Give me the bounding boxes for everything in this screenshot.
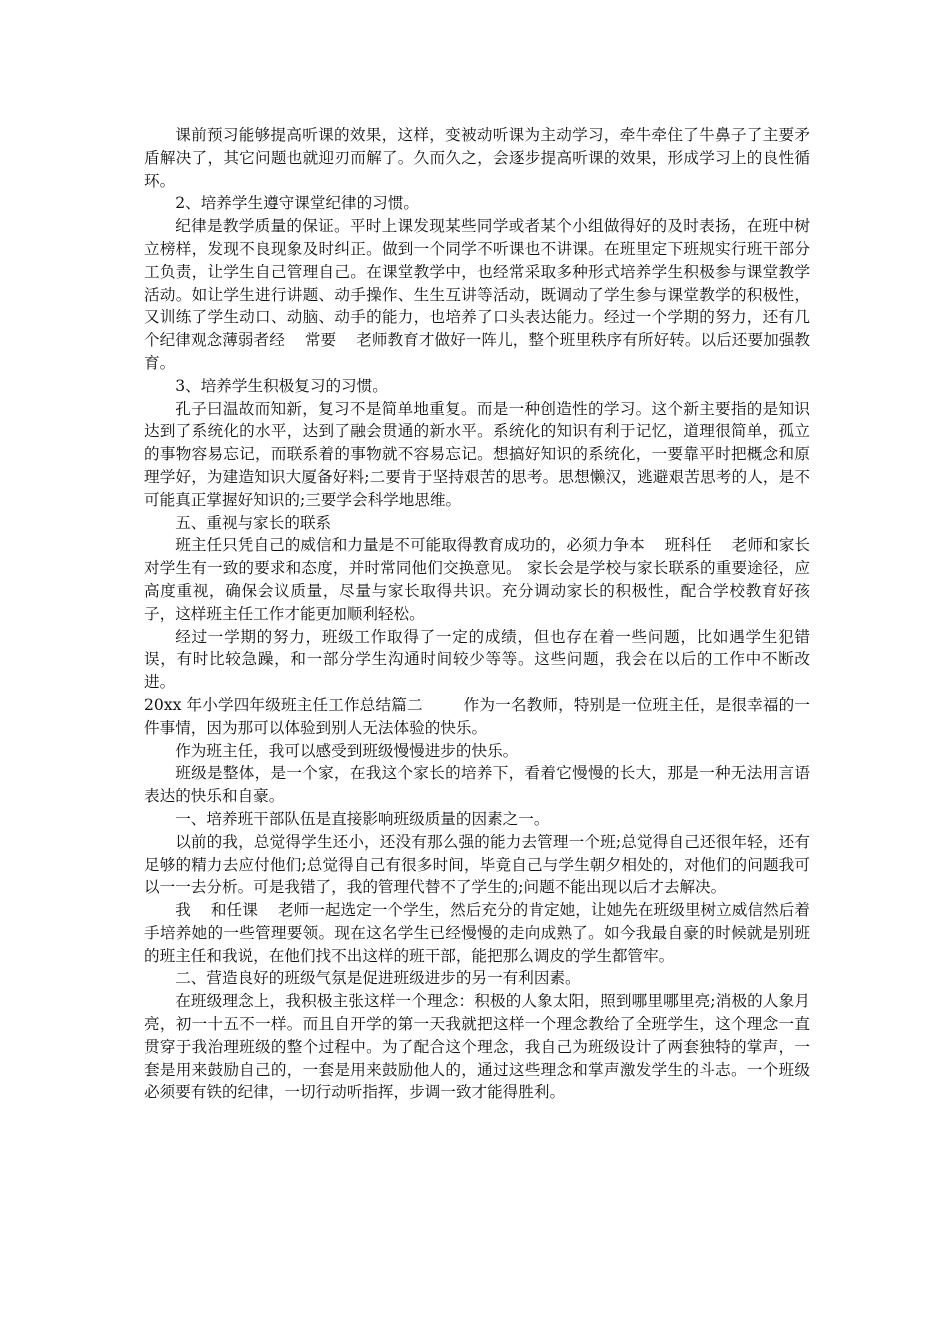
- section-heading: 3、培养学生积极复习的习惯。: [175, 376, 388, 395]
- paragraph: 课前预习能够提高听课的效果，这样，变被动听课为主动学习，牵牛牵住了牛鼻子了主要矛盾解决了，其它问题也就迎刃而解了。久而久之，会逐步提高听课的效果，形成学习上的良性循环。: [144, 126, 810, 190]
- paragraph: 我 和任课 老师一起选定一个学生，然后充分的肯定她，让她先在班级里树立威信然后着手培养她的一些管理要领。现在这名学生已经慢慢的走向成熟了。如今我最自豪的时候就是别班的班主任和我说，在他们找不出这样的班干部，能把那么调皮的学生都管牢。: [144, 901, 810, 965]
- paragraph: 班主任只凭自己的威信和力量是不可能取得教育成功的，必须力争本 班科任 老师和家长对学生有一致的要求和态度，并时常同他们交换意见。 家长会是学校与家长联系的重要途径，应高度重视，确保会议质量，尽量与家长取得共识。充分调动家长的积极性，配合学校教育好孩子，这样班主任工作才能更加顺利轻松。: [144, 536, 810, 623]
- paragraph: 纪律是教学质量的保证。平时上课发现某些同学或者某个小组做得好的及时表扬，在班中树立榜样，发现不良现象及时纠正。做到一个同学不听课也不讲课。在班里定下班规实行班干部分工负责，让学生自己管理自己。在课堂教学中，也经常采取多种形式培养学生积极参与课堂教学活动。如让学生进行讲题、动手操作、生生互讲等活动，既调动了学生参与课堂教学的积极性，又训练了学生动口、动脑、动手的能力，也培养了口头表达能力。经过一个学期的努力，还有几个纪律观念薄弱者经 常要 老师教育才做好一阵儿，整个班里秩序有所好转。以后还要加强教育。: [144, 217, 810, 372]
- section-heading: 二、营造良好的班级气氛是促进班级进步的另一有利因素。: [175, 969, 581, 988]
- paragraph: 经过一学期的努力，班级工作取得了一定的成绩，但也存在着一些问题，比如遇学生犯错误，有时比较急躁，和一部分学生沟通时间较少等等。这些问题，我会在以后的工作中不断改进。: [144, 627, 810, 692]
- paragraph: 以前的我，总觉得学生还小，还没有那么强的能力去管理一个班;总觉得自己还很年轻，还有足够的精力去应付他们;总觉得自己有很多时间，毕竟自己与学生朝夕相处的，对他们的问题我可以一一去分析。可是我错了，我的管理代替不了学生的;问题不能出现以后才去解决。: [144, 832, 810, 897]
- document-body: [144, 124, 810, 1104]
- article-title-paragraph: 20xx 年小学四年级班主任工作总结篇二 作为一名教师，特别是一位班主任，是很幸福的一件事情，因为那可以体验到别人无法体验的快乐。: [144, 695, 810, 737]
- section-heading: 一、培养班干部队伍是直接影响班级质量的因素之一。: [175, 809, 550, 828]
- section-heading: 2、培养学生遵守课堂纪律的习惯。: [175, 194, 420, 213]
- paragraph: 孔子曰温故而知新，复习不是简单地重复。而是一种创造性的学习。这个新主要指的是知识达到了系统化的水平，达到了融会贯通的新水平。系统化的知识有利于记忆，道理很简单，孤立的事物容易忘记，而联系着的事物就不容易忘记。想搞好知识的系统化，一要靠平时把概念和原理学好，为建造知识大厦备好料;二要肯于坚持艰苦的思考。思想懒汉，逃避艰苦思考的人，是不可能真正掌握好知识的;三要学会科学地思维。: [144, 399, 810, 509]
- paragraph: 作为班主任，我可以感受到班级慢慢进步的快乐。: [175, 741, 519, 760]
- paragraph: 在班级理念上，我积极主张这样一个理念：积极的人象太阳，照到哪里哪里亮;消极的人象月亮，初一十五不一样。而且自开学的第一天我就把这样一个理念教给了全班学生，这个理念一直贯穿于我治理班级的整个过程中。为了配合这个理念，我自己为班级设计了两套独特的掌声，一套是用来鼓励自己的，一套是用来鼓励他人的，通过这些理念和掌声激发学生的斗志。一个班级必须要有铁的纪律，一切行动听指挥，步调一致才能得胜利。: [144, 992, 810, 1102]
- paragraph: 班级是整体，是一个家，在我这个家长的培养下，看着它慢慢的长大，那是一种无法用言语表达的快乐和自豪。: [144, 764, 810, 806]
- section-heading: 五、重视与家长的联系: [175, 513, 332, 532]
